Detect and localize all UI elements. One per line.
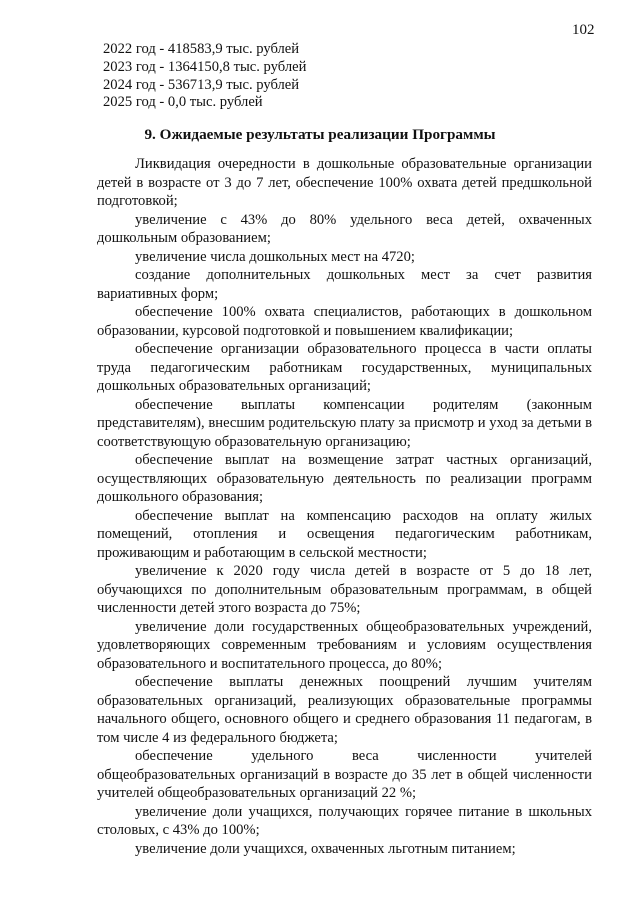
result-paragraph: увеличение доли государственных общеобразовательных учреждений, удовлетворяющих современным требованиям и условиям осуществления образовательного и воспитательного процесса, до 80%; — [97, 618, 592, 672]
budget-line-2024: 2024 год - 536713,9 тыс. рублей — [103, 76, 300, 93]
expected-results-list — [97, 155, 592, 858]
result-paragraph: увеличение числа дошкольных мест на 4720; — [135, 248, 415, 265]
section-title: 9. Ожидаемые результаты реализации Программы — [144, 126, 496, 143]
result-paragraph: обеспечение выплаты денежных поощрений лучшим учителям образовательных организаций, реализующих образовательные программы начального общего, основного общего и среднего образования 11 педагогам, в том числе 4 из федерального бюджета; — [97, 674, 592, 746]
result-paragraph: обеспечение выплат на возмещение затрат частных организаций, осуществляющих образовательную деятельность по реализации программ дошкольного образования; — [97, 452, 592, 505]
budget-line-2025: 2025 год - 0,0 тыс. рублей — [103, 94, 263, 111]
result-paragraph: обеспечение удельного веса численности учителей общеобразовательных организаций в возрасте до 35 лет в общей численности учителей общеобразовательных организаций 22 %; — [97, 748, 592, 801]
result-paragraph: увеличение доли учащихся, охваченных льготным питанием; — [135, 840, 516, 857]
result-paragraph: Ликвидация очередности в дошкольные образовательные организации детей в возрасте от 3 до 7 лет, обеспечение 100% охвата детей предшкольной подготовкой; — [97, 156, 592, 209]
budget-by-year — [103, 41, 403, 112]
page-number: 102 — [572, 22, 595, 38]
budget-line-2022: 2022 год - 418583,9 тыс. рублей — [103, 41, 300, 57]
result-paragraph: обеспечение выплаты компенсации родителям (законным представителям), внесшим родительскую плату за присмотр и уход за детьми в соответствующую образовательную организацию; — [97, 396, 592, 450]
result-paragraph: обеспечение выплат на компенсацию расходов на оплату жилых помещений, отопления и освещения педагогическим работникам, проживающим и работающим в сельской местности; — [97, 507, 592, 561]
budget-line-2023: 2023 год - 1364150,8 тыс. рублей — [103, 58, 307, 75]
result-paragraph: увеличение с 43% до 80% удельного веса детей, охваченных дошкольным образованием; — [97, 211, 592, 246]
result-paragraph: обеспечение организации образовательного процесса в части оплаты труда педагогическим работникам государственных, муниципальных дошкольных образовательных организаций; — [97, 341, 592, 394]
result-paragraph: обеспечение 100% охвата специалистов, работающих в дошкольном образовании, курсовой подготовкой и повышением квалификации; — [97, 304, 592, 339]
result-paragraph: увеличение к 2020 году числа детей в возрасте от 5 до 18 лет, обучающихся по дополнительным образовательным программам, в общей численности детей этого возраста до 75%; — [97, 563, 592, 616]
result-paragraph: создание дополнительных дошкольных мест за счет развития вариативных форм; — [97, 267, 592, 302]
result-paragraph: увеличение доли учащихся, получающих горячее питание в школьных столовых, с 43% до 100%; — [97, 803, 592, 838]
